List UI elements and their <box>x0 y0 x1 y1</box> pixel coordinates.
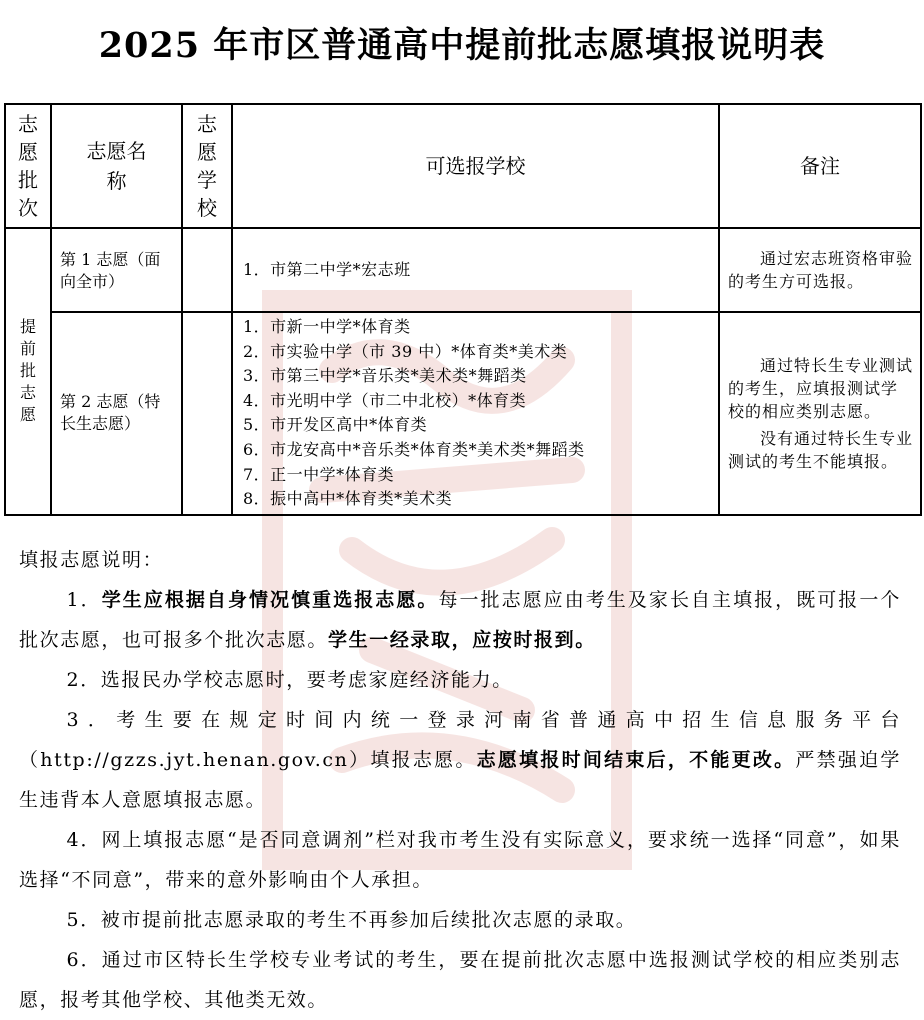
list-item: 3．市第三中学*音乐类*美术类*舞蹈类 <box>243 366 527 386</box>
row-name-cell: 第 1 志愿（面向全市） <box>51 228 182 312</box>
notes-heading: 填报志愿说明： <box>19 549 164 571</box>
table-header-row <box>5 104 921 228</box>
note-item: 6．通过市区特长生学校专业考试的考生，要在提前批次志愿中选报测试学校的相应类别志愿，报考其他学校、其他类无效。 <box>19 949 901 1011</box>
header-name: 志愿名称 <box>51 104 182 228</box>
row-schools-cell <box>232 228 719 312</box>
list-item: 1．市新一中学*体育类 <box>243 317 411 336</box>
remark-text: 通过宏志班资格审验的考生方可选报。 <box>728 249 914 291</box>
row-schools-cell <box>232 312 719 515</box>
list-item: 6．市龙安高中*音乐类*体育类*美术类*舞蹈类 <box>243 439 585 459</box>
list-item: 4．市光明中学（市二中北校）*体育类 <box>243 390 527 410</box>
note-item: 3．考生要在规定时间内统一登录河南省普通高中招生信息服务平台（http://gzzs.jyt.henan.gov.cn）填报志愿。志愿填报时间结束后，不能更改。严禁强迫学生违背本人意愿填报志愿。 <box>19 709 901 811</box>
note-item: 1．学生应根据自身情况慎重选报志愿。每一批志愿应由考生及家长自主填报，既可报一个批次志愿，也可报多个批次志愿。学生一经录取，应按时报到。 <box>19 589 902 651</box>
row-remark-cell <box>719 228 921 312</box>
note-item: 4．网上填报志愿“是否同意调剂”栏对我市考生没有实际意义，要求统一选择“同意”，如果选择“不同意”，带来的意外影响由个人承担。 <box>19 829 902 891</box>
list-item: 1．市第二中学*宏志班 <box>243 259 411 279</box>
list-item: 7．正一中学*体育类 <box>243 464 395 484</box>
header-batch: 志愿批次 <box>5 104 51 228</box>
header-school-code: 志愿学校 <box>182 104 232 228</box>
volunteer-table <box>4 103 922 516</box>
row-name-cell: 第 2 志愿（特长生志愿） <box>51 312 182 515</box>
remark-text: 没有通过特长生专业测试的考生不能填报。 <box>728 428 914 471</box>
note-item: 2．选报民办学校志愿时，要考虑家庭经济能力。 <box>66 669 513 691</box>
notes-section <box>19 540 901 1020</box>
header-schools: 可选报学校 <box>232 104 719 228</box>
note-item: 5．被市提前批志愿录取的考生不再参加后续批次志愿的录取。 <box>66 909 637 931</box>
page-title: 2025 年市区普通高中提前批志愿填报说明表 <box>98 25 826 66</box>
row-remark-cell <box>719 312 921 515</box>
batch-cell: 提前批志愿 <box>5 228 51 515</box>
header-remark: 备注 <box>719 104 921 228</box>
table-row <box>5 228 921 312</box>
list-item: 2．市实验中学（市 39 中）*体育类*美术类 <box>243 341 568 361</box>
list-item: 5．市开发区高中*体育类 <box>243 415 428 435</box>
list-item: 8．振中高中*体育类*美术类 <box>243 489 453 509</box>
remark-text: 通过特长生专业测试的考生，应填报测试学校的相应类别志愿。 <box>728 355 914 421</box>
row-school-code-cell <box>182 228 232 312</box>
table-row <box>5 312 921 515</box>
row-school-code-cell <box>182 312 232 515</box>
